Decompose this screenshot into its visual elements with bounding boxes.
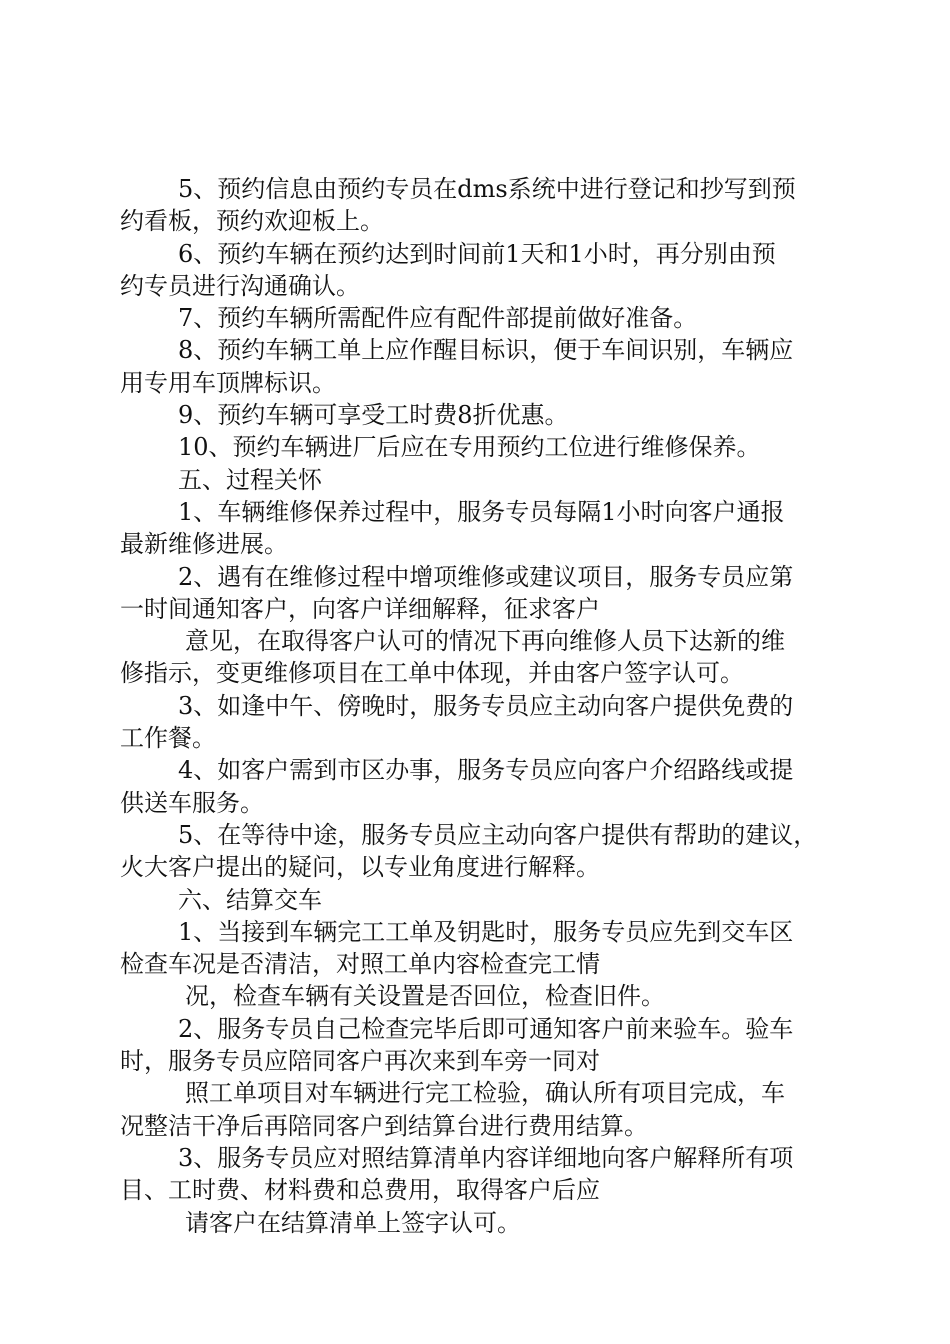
text-line: 请客户在结算清单上签字认可。 bbox=[185, 1208, 521, 1237]
text-line: 六、结算交车 bbox=[178, 885, 322, 914]
text-line: 5、预约信息由预约专员在dms系统中进行登记和抄写到预 bbox=[178, 175, 796, 203]
text-line: 火大客户提出的疑问，以专业角度进行解释。 bbox=[120, 853, 600, 882]
text-line: 目、工时费、材料费和总费用，取得客户后应 bbox=[120, 1176, 600, 1205]
text-line: 5、在等待中途，服务专员应主动向客户提供有帮助的建议， bbox=[178, 820, 818, 849]
text-line: 4、如客户需到市区办事，服务专员应向客户介绍路线或提 bbox=[178, 756, 794, 785]
text-line: 照工单项目对车辆进行完工检验，确认所有项目完成，车 bbox=[185, 1079, 785, 1108]
text-line: 10、预约车辆进厂后应在专用预约工位进行维修保养。 bbox=[178, 433, 761, 462]
text-line: 2、服务专员自己检查完毕后即可通知客户前来验车。验车 bbox=[178, 1014, 794, 1043]
text-line: 供送车服务。 bbox=[120, 788, 264, 817]
text-line: 1、车辆维修保养过程中，服务专员每隔1小时向客户通报 bbox=[178, 497, 785, 526]
text-line: 意见，在取得客户认可的情况下再向维修人员下达新的维 bbox=[185, 627, 785, 656]
text-line: 1、当接到车辆完工工单及钥匙时，服务专员应先到交车区 bbox=[178, 917, 794, 946]
text-line: 五、过程关怀 bbox=[178, 465, 322, 494]
text-line: 工作餐。 bbox=[120, 724, 216, 753]
text-line: 6、预约车辆在预约达到时间前1天和1小时，再分别由预 bbox=[178, 239, 776, 268]
text-line: 一时间通知客户，向客户详细解释，征求客户 bbox=[120, 594, 600, 623]
text-line: 7、预约车辆所需配件应有配件部提前做好准备。 bbox=[178, 304, 698, 333]
text-line: 时，服务专员应陪同客户再次来到车旁一同对 bbox=[120, 1047, 600, 1076]
text-line: 2、遇有在维修过程中增项维修或建议项目，服务专员应第 bbox=[178, 562, 794, 591]
text-line: 9、预约车辆可享受工时费8折优惠。 bbox=[178, 401, 569, 430]
text-line: 修指示，变更维修项目在工单中体现，并由客户签字认可。 bbox=[120, 659, 744, 688]
text-line: 8、预约车辆工单上应作醒目标识，便于车间识别，车辆应 bbox=[178, 336, 794, 365]
text-line: 检查车况是否清洁，对照工单内容检查完工情 bbox=[120, 950, 600, 979]
text-line: 用专用车顶牌标识。 bbox=[120, 368, 336, 397]
text-line: 3、服务专员应对照结算清单内容详细地向客户解释所有项 bbox=[178, 1143, 794, 1172]
document-body bbox=[120, 173, 835, 1239]
text-line: 3、如逢中午、傍晚时，服务专员应主动向客户提供免费的 bbox=[178, 691, 794, 720]
text-line: 约看板，预约欢迎板上。 bbox=[120, 207, 384, 236]
text-line: 况，检查车辆有关设置是否回位，检查旧件。 bbox=[185, 982, 665, 1011]
text-line: 约专员进行沟通确认。 bbox=[120, 271, 360, 300]
text-line: 最新维修进展。 bbox=[120, 530, 288, 559]
text-line: 况整洁干净后再陪同客户到结算台进行费用结算。 bbox=[120, 1111, 648, 1140]
